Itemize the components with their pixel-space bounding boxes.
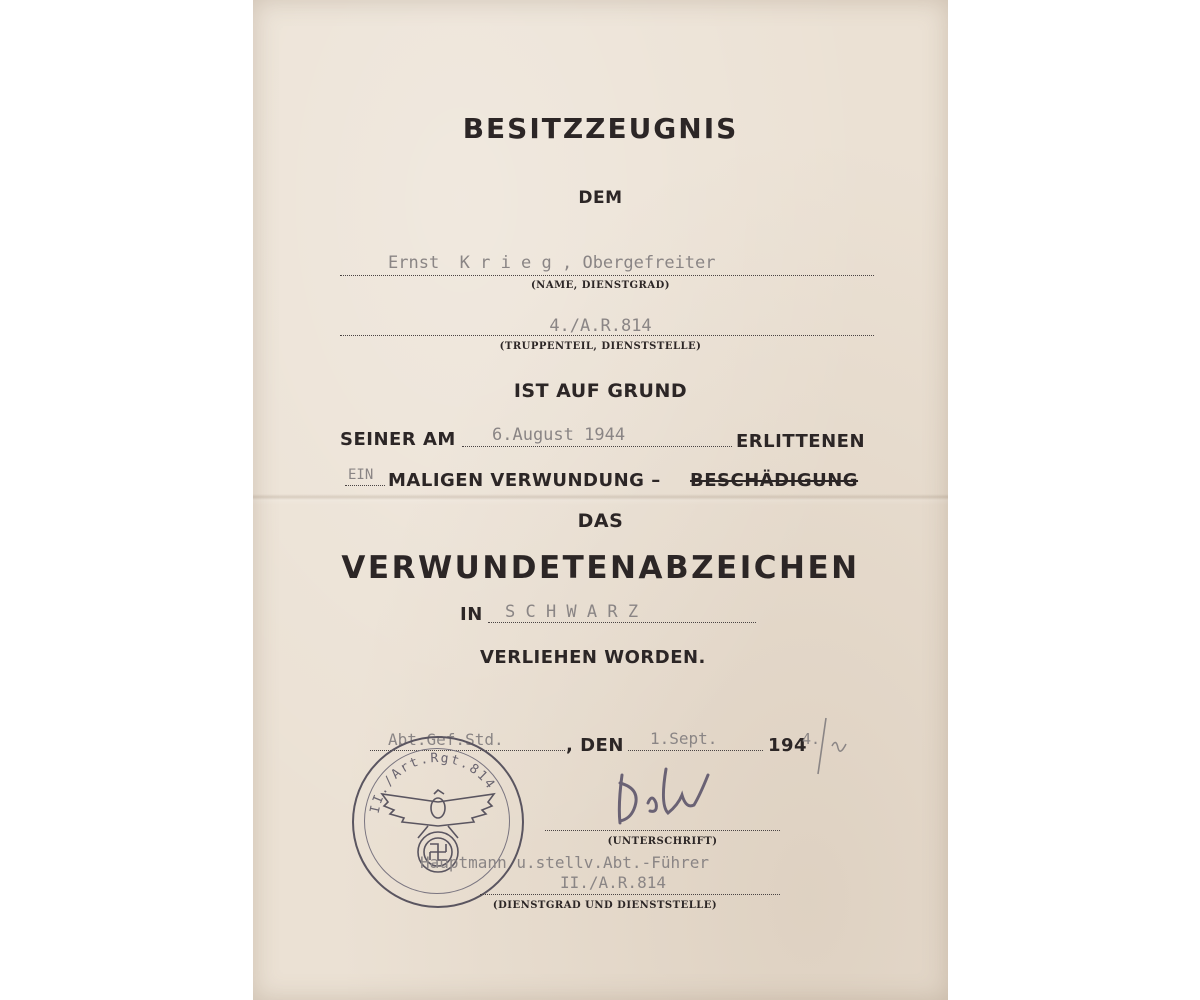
wound-count-line bbox=[345, 485, 385, 486]
svg-text:II./Art.Rgt.814: II./Art.Rgt.814 bbox=[367, 750, 499, 815]
das-label: DAS bbox=[577, 510, 624, 532]
year-suffix-value: 4. bbox=[802, 730, 821, 748]
seiner-am-label: SEINER AM bbox=[340, 429, 456, 450]
unit-value: 4./A.R.814 bbox=[549, 316, 652, 336]
unit-caption: (TRUPPENTEIL, DIENSTSTELLE) bbox=[499, 341, 702, 352]
wound-date-line bbox=[462, 446, 732, 447]
unit-line bbox=[340, 335, 874, 336]
verliehen-label: VERLIEHEN WORDEN. bbox=[480, 647, 706, 668]
name-rank-caption: (NAME, DIENSTGRAD) bbox=[530, 280, 671, 291]
name-rank-line bbox=[340, 275, 874, 276]
signature-line bbox=[545, 830, 780, 831]
grade-line bbox=[488, 622, 756, 623]
rank-unit-caption: (DIENSTGRAD UND DIENSTSTELLE) bbox=[492, 900, 718, 911]
signer-rank-value: Hauptmann u.stellv.Abt.-Führer bbox=[420, 853, 709, 872]
dem-label: DEM bbox=[578, 188, 623, 208]
in-label: IN bbox=[460, 604, 483, 625]
official-stamp bbox=[352, 736, 524, 908]
ist-auf-grund-label: IST AUF GRUND bbox=[513, 380, 688, 402]
maligen-label: MALIGEN VERWUNDUNG – bbox=[388, 470, 661, 491]
beschaedigung-struck: BESCHÄDIGUNG bbox=[690, 470, 859, 491]
name-rank-value: Ernst K r i e g , Obergefreiter bbox=[388, 253, 716, 273]
issue-day-line bbox=[628, 750, 763, 751]
issue-day-value: 1.Sept. bbox=[650, 729, 718, 748]
award-name: VERWUNDETENABZEICHEN bbox=[341, 550, 860, 586]
year-handwritten-correction bbox=[812, 716, 852, 778]
signer-line bbox=[480, 894, 780, 895]
signature-caption: (UNTERSCHRIFT) bbox=[607, 836, 718, 847]
year-prefix: 194 bbox=[768, 735, 808, 756]
wound-count-value: EIN bbox=[348, 467, 374, 483]
den-label: , DEN bbox=[566, 735, 624, 756]
erlittenen-label: ERLITTENEN bbox=[736, 431, 866, 452]
handwritten-signature bbox=[608, 765, 718, 830]
grade-value: S C H W A R Z bbox=[505, 602, 639, 622]
document-title: BESITZZEUGNIS bbox=[462, 112, 739, 145]
place-value: Abt.Gef.Std. bbox=[388, 730, 504, 749]
wound-date-value: 6.August 1944 bbox=[492, 425, 626, 445]
signer-unit-value: II./A.R.814 bbox=[560, 873, 666, 892]
